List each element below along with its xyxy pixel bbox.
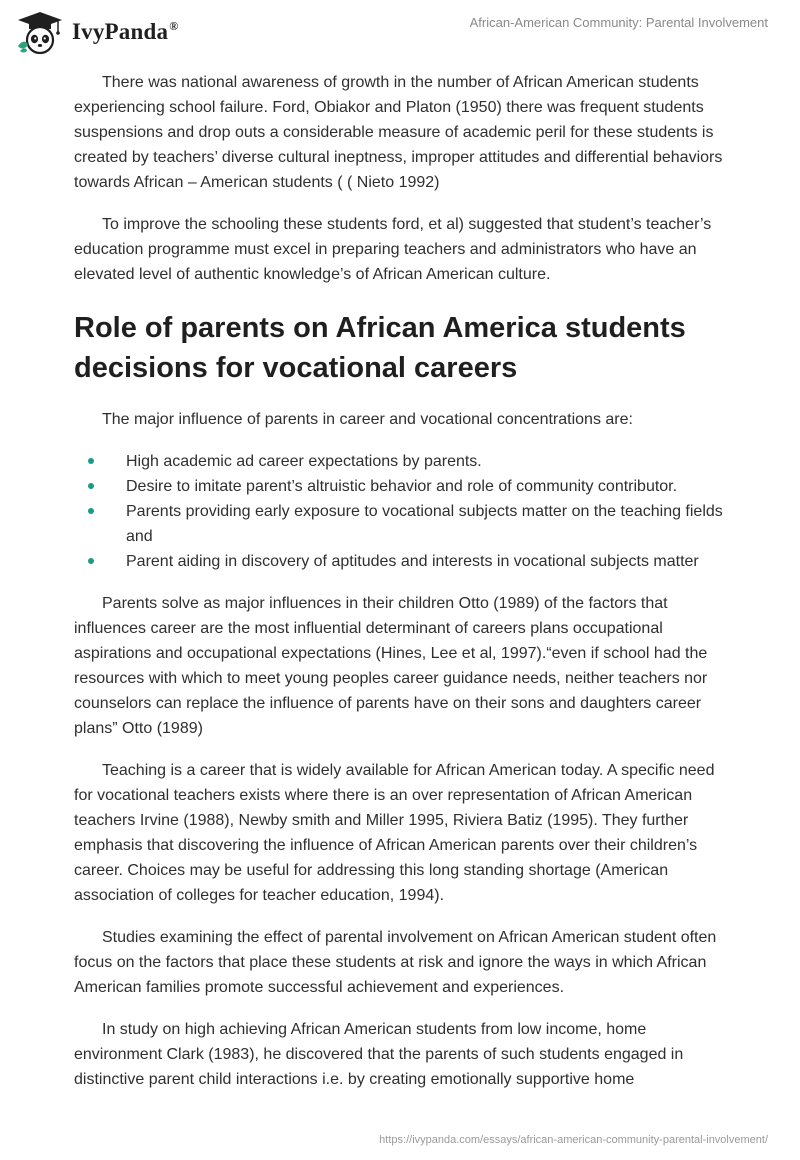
- section-heading: Role of parents on African America students decisions for vocational careers: [74, 312, 686, 384]
- bullet-dot: [88, 483, 94, 489]
- bullet-dot: [88, 558, 94, 564]
- list-item: Parent aiding in discovery of aptitudes and interests in vocational subjects matter: [74, 549, 734, 574]
- bullet-dot: [88, 508, 94, 514]
- paragraph-5: Teaching is a career that is widely available for African American today. A specific need for vocational teachers exists where there is an over representation of African American teachers Irvine (1988), Newby smith and Miller 1995, Riviera Batiz (1995). They further emphasis that discovering the influence of African American parents over their children’s career. Choices may be useful for addressing this long standing shortage (American association of colleges for teacher education, 1994).: [74, 762, 715, 904]
- logo-wordmark: IvyPanda®: [72, 19, 179, 44]
- paragraph-1: There was national awareness of growth in the number of African American students experiencing school failure. Ford, Obiakor and Platon (1950) there was frequent students suspensions and drop outs a considerable measure of academic peril for these students is created by teachers’ diverse cultural ineptness, improper attitudes and differential behaviors towards African – American students ( ( Nieto 1992): [74, 74, 723, 191]
- paragraph-6: Studies examining the effect of parental involvement on African American student often focus on the factors that place these students at risk and ignore the ways in which African American families promote successful achievement and experiences.: [74, 929, 717, 996]
- bullet-dot: [88, 458, 94, 464]
- document-title: African-American Community: Parental Involvement: [469, 15, 768, 30]
- paragraph-7: In study on high achieving African American students from low income, home environment Clark (1983), he discovered that the parents of such students engaged in distinctive parent child interactions i.e. by creating emotionally supportive home: [74, 1021, 684, 1088]
- paragraph-2: To improve the schooling these students ford, et al) suggested that student’s teacher’s education programme must excel in preparing teachers and administrators who have an elevated level of authentic knowledge’s of African American culture.: [74, 216, 712, 283]
- list-item: Desire to imitate parent’s altruistic behavior and role of community contributor.: [74, 474, 734, 499]
- panda-graduate-icon: [14, 10, 66, 54]
- paragraph-3: The major influence of parents in career and vocational concentrations are:: [102, 411, 633, 428]
- paragraph-4: Parents solve as major influences in their children Otto (1989) of the factors that influences career are the most influential determinant of careers plans occupational aspirations and occupational expectations (Hines, Lee et al, 1997).“even if school had the resources with which to meet young peoples career guidance needs, neither teachers nor counselors can replace the influence of parents have on their sons and daughters career plans” Otto (1989): [74, 595, 708, 737]
- ivypanda-logo[interactable]: [14, 10, 178, 54]
- list-item: Parents providing early exposure to vocational subjects matter on the teaching fields and: [74, 499, 734, 549]
- essay-content: [74, 70, 734, 1109]
- source-url-link[interactable]: https://ivypanda.com/essays/african-american-community-parental-involvement/: [379, 1134, 768, 1146]
- list-item: High academic ad career expectations by parents.: [74, 449, 734, 474]
- influence-list: [74, 449, 734, 574]
- page-header: [0, 0, 800, 62]
